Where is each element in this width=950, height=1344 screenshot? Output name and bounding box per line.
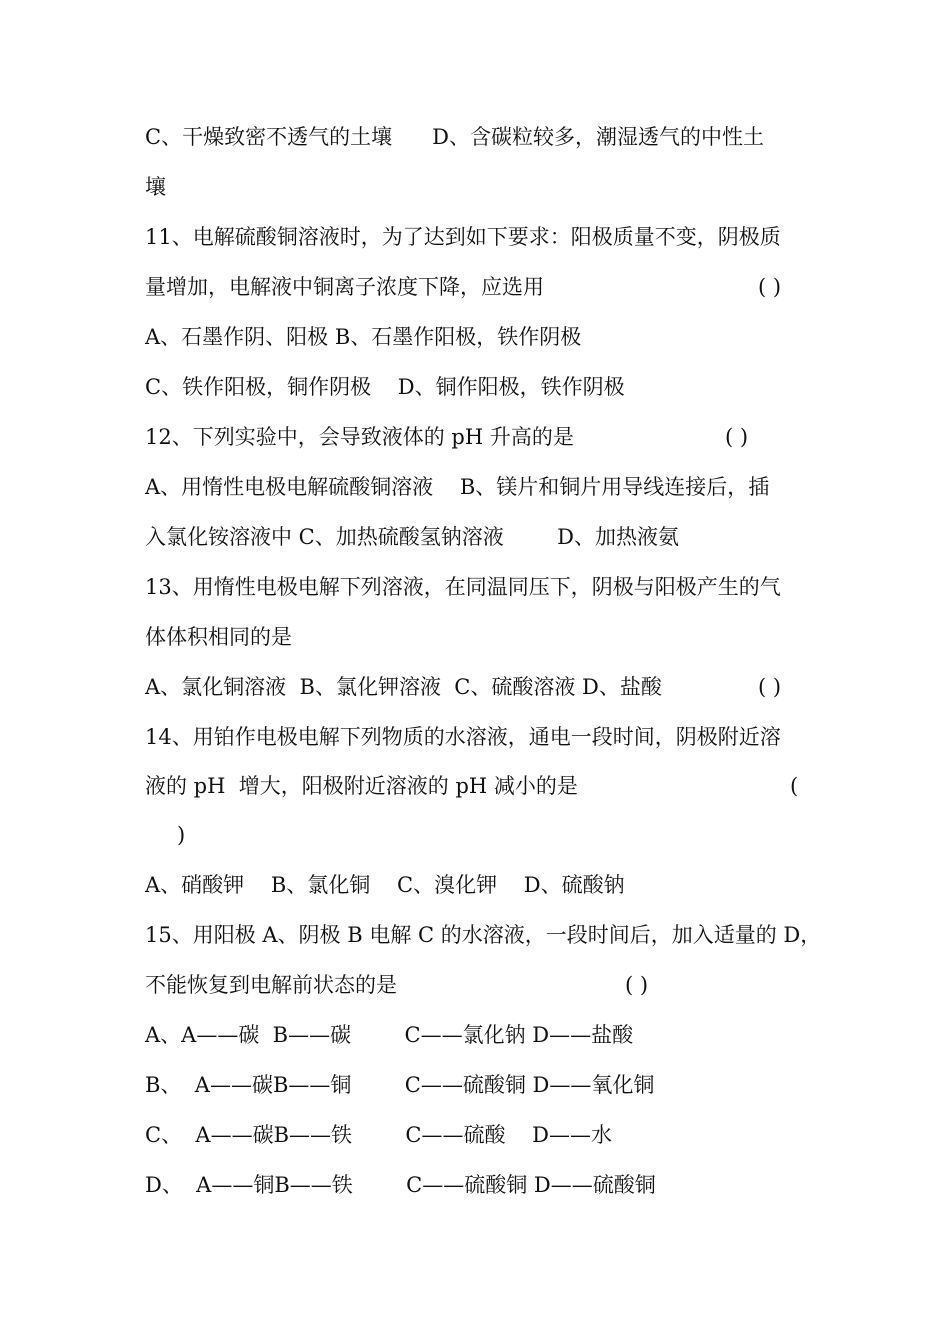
question-11-stem: 11、电解硫酸铜溶液时，为了达到如下要求：阳极质量不变，阴极质: [145, 225, 781, 249]
question-11-options: C、铁作阳极，铜作阴极 D、铜作阳极，铁作阴极: [145, 375, 625, 399]
answer-blank: ( ): [625, 973, 649, 997]
answer-blank: ( ): [758, 275, 782, 299]
question-14-stem: 液的 pH 增大，阳极附近溶液的 pH 减小的是: [145, 774, 578, 798]
question-12-options: A、用惰性电极电解硫酸铜溶液 B、镁片和铜片用导线连接后，插: [145, 475, 770, 499]
question-15-option-b: B、 A——碳B——铜 C——硫酸铜 D——氧化铜: [145, 1073, 655, 1097]
question-12-options: 入氯化铵溶液中 C、加热硫酸氢钠溶液 D、加热液氨: [145, 525, 679, 549]
question-15-option-d: D、 A——铜B——铁 C——硫酸铜 D——硫酸铜: [145, 1173, 656, 1197]
question-14-stem: 14、用铂作电极电解下列物质的水溶液，通电一段时间，阴极附近溶: [145, 725, 781, 749]
text-line: 壤: [145, 175, 166, 199]
question-12-stem: 12、下列实验中，会导致液体的 pH 升高的是: [145, 425, 574, 449]
question-14-options: A、硝酸钾 B、氯化铜 C、溴化钾 D、硫酸钠: [145, 873, 625, 897]
question-13-options: A、氯化铜溶液 B、氯化钾溶液 C、硫酸溶液 D、盐酸: [145, 675, 662, 699]
question-15-option-a: A、A——碳 B——碳 C——氯化钠 D——盐酸: [145, 1023, 634, 1047]
text-line: C、干燥致密不透气的土壤 D、含碳粒较多，潮湿透气的中性土: [145, 125, 764, 149]
question-13-stem: 13、用惰性电极电解下列溶液，在同温同压下，阴极与阳极产生的气: [145, 575, 781, 599]
answer-blank-open: (: [790, 774, 799, 798]
answer-blank: ( ): [725, 425, 749, 449]
question-13-stem: 体体积相同的是: [145, 625, 292, 649]
question-11-stem: 量增加，电解液中铜离子浓度下降，应选用: [145, 275, 544, 299]
question-15-option-c: C、 A——碳B——铁 C——硫酸 D——水: [145, 1123, 613, 1147]
question-15-stem: 不能恢复到电解前状态的是: [145, 973, 397, 997]
answer-blank-close: ): [177, 823, 186, 847]
answer-blank: ( ): [758, 675, 782, 699]
question-15-stem: 15、用阳极 A、阴极 B 电解 C 的水溶液，一段时间后，加入适量的 D，: [145, 923, 822, 947]
question-11-options: A、石墨作阴、阳极 B、石墨作阳极，铁作阴极: [145, 325, 582, 349]
